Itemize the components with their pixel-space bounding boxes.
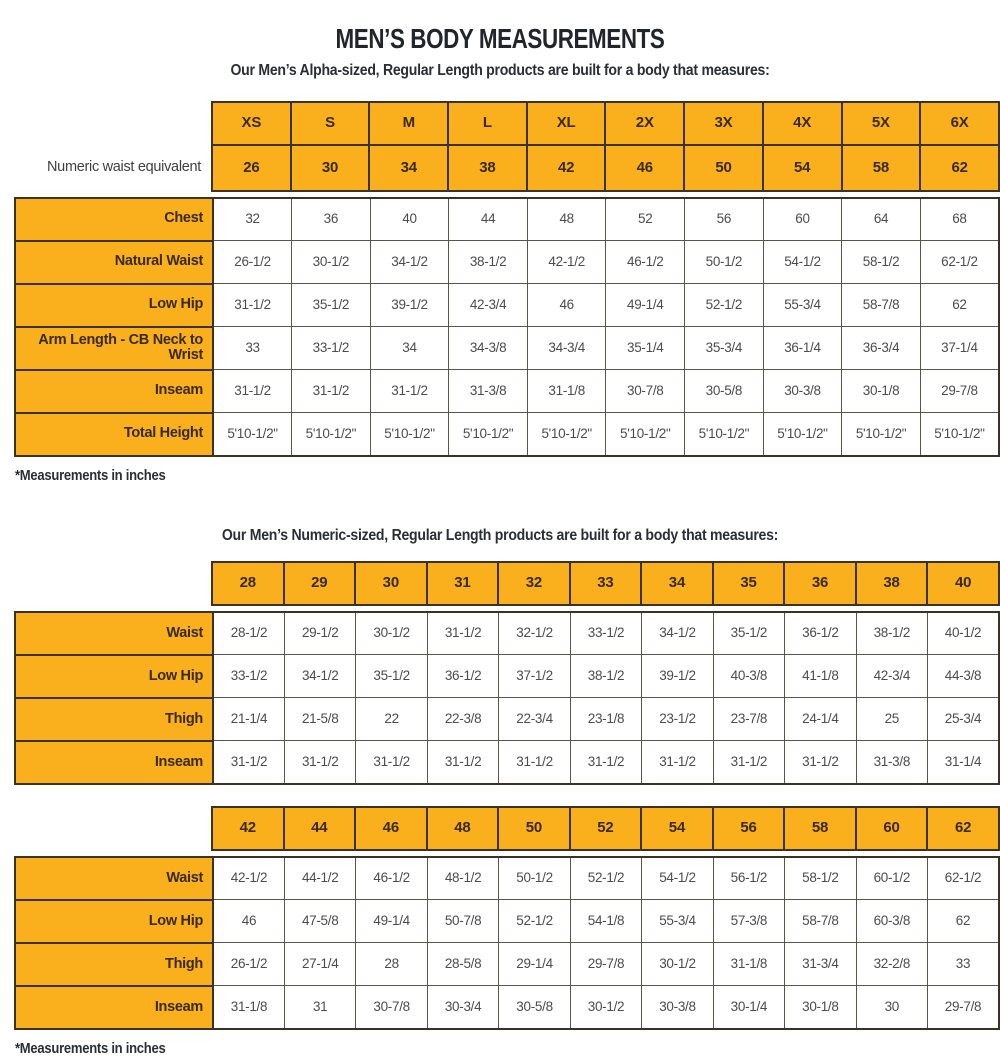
measurement-value-cell: 29-7/8 — [920, 370, 999, 413]
measurement-row — [15, 327, 999, 370]
measurement-value-cell: 54-1/8 — [570, 900, 641, 943]
numeric-subtitle: Our Men’s Numeric-sized, Regular Length products are built for a body that measures: — [221, 526, 779, 544]
measurement-value-cell: 52 — [606, 198, 685, 241]
size-header-cell: M — [369, 102, 448, 145]
size-header-cell: 44 — [284, 807, 356, 850]
measurement-value-cell: 42-3/4 — [449, 284, 528, 327]
measurement-value-cell: 5'10-1/2" — [527, 413, 606, 456]
measurement-value-cell: 42-1/2 — [213, 857, 284, 900]
measurement-value-cell: 44-1/2 — [284, 857, 355, 900]
waist-equivalent-label: Numeric waist equivalent — [14, 145, 212, 191]
measurement-value-cell: 36-1/2 — [427, 655, 498, 698]
measurement-value-cell: 32 — [213, 198, 292, 241]
measurement-value-cell: 38-1/2 — [449, 241, 528, 284]
measurement-row — [15, 413, 999, 456]
measurement-value-cell: 60 — [763, 198, 842, 241]
size-header-cell: 36 — [784, 562, 856, 605]
measurement-value-cell: 31-1/4 — [928, 741, 999, 784]
measurement-value-cell: 42-3/4 — [856, 655, 927, 698]
measurement-value-cell: 31-1/2 — [427, 612, 498, 655]
measurement-value-cell: 44 — [449, 198, 528, 241]
measurement-value-cell: 31-1/2 — [370, 370, 449, 413]
measurement-value-cell: 32-2/8 — [856, 943, 927, 986]
measurement-row — [15, 857, 999, 900]
measurement-value-cell: 49-1/4 — [356, 900, 427, 943]
size-header-cell: 2X — [605, 102, 684, 145]
measurement-value-cell: 50-1/2 — [685, 241, 764, 284]
measurement-body-table — [14, 197, 1000, 457]
size-header-cell: 46 — [355, 807, 427, 850]
measurement-value-cell: 31 — [284, 986, 355, 1029]
measurement-value-cell: 34-3/4 — [527, 327, 606, 370]
waist-equivalent-cell: 30 — [291, 145, 370, 191]
measurement-value-cell: 30-3/8 — [763, 370, 842, 413]
footnote-measurements-1: *Measurements in inches — [15, 467, 166, 484]
measurement-value-cell: 32-1/2 — [499, 612, 570, 655]
size-header-cell: 30 — [355, 562, 427, 605]
measurement-value-cell: 31-1/2 — [213, 370, 292, 413]
measurement-value-cell: 47-5/8 — [284, 900, 355, 943]
measurement-value-cell: 30-1/2 — [642, 943, 713, 986]
header-spacer-cell — [14, 102, 212, 145]
measurement-row — [15, 198, 999, 241]
size-header-cell: 54 — [641, 807, 713, 850]
size-header-cell: 40 — [927, 562, 999, 605]
measurement-value-cell: 68 — [920, 198, 999, 241]
size-header-row — [14, 102, 999, 145]
size-header-cell: XS — [212, 102, 291, 145]
measurement-value-cell: 29-7/8 — [928, 986, 999, 1029]
measurement-row-label: Waist — [15, 857, 213, 900]
measurement-value-cell: 34-1/2 — [370, 241, 449, 284]
measurement-row-label: Inseam — [15, 741, 213, 784]
measurement-value-cell: 55-3/4 — [642, 900, 713, 943]
measurement-value-cell: 35-1/2 — [292, 284, 371, 327]
measurement-value-cell: 35-1/2 — [356, 655, 427, 698]
size-header-table — [14, 101, 1000, 192]
size-header-cell: 33 — [570, 562, 642, 605]
measurement-value-cell: 38-1/2 — [570, 655, 641, 698]
measurement-value-cell: 30-1/2 — [570, 986, 641, 1029]
size-header-cell: L — [448, 102, 527, 145]
measurement-value-cell: 26-1/2 — [213, 943, 284, 986]
waist-equivalent-cell: 54 — [763, 145, 842, 191]
measurement-value-cell: 28-1/2 — [213, 612, 284, 655]
measurement-value-cell: 30 — [856, 986, 927, 1029]
measurement-body-table — [14, 611, 1000, 785]
size-header-cell: 56 — [713, 807, 785, 850]
measurement-value-cell: 5'10-1/2" — [920, 413, 999, 456]
size-header-cell: 38 — [856, 562, 928, 605]
waist-equivalent-cell: 46 — [605, 145, 684, 191]
measurement-value-cell: 30-1/8 — [785, 986, 856, 1029]
measurement-value-cell: 30-5/8 — [685, 370, 764, 413]
measurement-value-cell: 5'10-1/2" — [606, 413, 685, 456]
measurement-value-cell: 40 — [370, 198, 449, 241]
measurement-value-cell: 37-1/2 — [499, 655, 570, 698]
size-header-cell: 50 — [498, 807, 570, 850]
size-header-cell: 32 — [498, 562, 570, 605]
measurement-value-cell: 33-1/2 — [570, 612, 641, 655]
measurement-value-cell: 64 — [842, 198, 921, 241]
measurement-value-cell: 58-7/8 — [842, 284, 921, 327]
measurement-value-cell: 34-3/8 — [449, 327, 528, 370]
measurement-value-cell: 52-1/2 — [570, 857, 641, 900]
measurement-value-cell: 36-1/4 — [763, 327, 842, 370]
measurement-row — [15, 986, 999, 1029]
measurement-row — [15, 900, 999, 943]
measurement-value-cell: 34 — [370, 327, 449, 370]
size-header-cell: 34 — [641, 562, 713, 605]
size-header-cell: XL — [527, 102, 606, 145]
measurement-row — [15, 943, 999, 986]
measurement-row — [15, 698, 999, 741]
measurement-value-cell: 5'10-1/2" — [292, 413, 371, 456]
size-header-cell: 4X — [763, 102, 842, 145]
measurement-value-cell: 31-1/2 — [213, 284, 292, 327]
measurement-value-cell: 55-3/4 — [763, 284, 842, 327]
page-title: MEN’S BODY MEASUREMENTS — [335, 23, 665, 54]
measurement-row-label: Arm Length - CB Neck to Wrist — [15, 327, 213, 370]
measurement-row — [15, 612, 999, 655]
size-header-cell: 48 — [427, 807, 499, 850]
size-header-cell: 3X — [684, 102, 763, 145]
measurement-value-cell: 50-1/2 — [499, 857, 570, 900]
measurement-value-cell: 40-3/8 — [713, 655, 784, 698]
measurement-value-cell: 31-1/2 — [292, 370, 371, 413]
measurement-value-cell: 5'10-1/2" — [763, 413, 842, 456]
measurement-row-label: Inseam — [15, 986, 213, 1029]
measurement-value-cell: 37-1/4 — [920, 327, 999, 370]
alpha-subtitle: Our Men’s Alpha-sized, Regular Length products are built for a body that measures: — [230, 62, 770, 80]
measurement-row — [15, 284, 999, 327]
measurement-value-cell: 30-3/4 — [427, 986, 498, 1029]
waist-equivalent-cell: 34 — [369, 145, 448, 191]
measurement-row-label: Total Height — [15, 413, 213, 456]
measurement-value-cell: 40-1/2 — [928, 612, 999, 655]
measurement-row — [15, 370, 999, 413]
measurement-value-cell: 22-3/8 — [427, 698, 498, 741]
measurement-value-cell: 34-1/2 — [284, 655, 355, 698]
measurement-value-cell: 23-1/8 — [570, 698, 641, 741]
measurement-value-cell: 35-3/4 — [685, 327, 764, 370]
size-header-cell: 6X — [920, 102, 999, 145]
measurement-value-cell: 29-1/2 — [284, 612, 355, 655]
waist-equivalent-cell: 38 — [448, 145, 527, 191]
measurement-value-cell: 30-1/8 — [842, 370, 921, 413]
measurement-row — [15, 655, 999, 698]
measurement-value-cell: 46-1/2 — [356, 857, 427, 900]
measurement-row — [15, 741, 999, 784]
measurement-value-cell: 31-1/2 — [356, 741, 427, 784]
measurement-value-cell: 27-1/4 — [284, 943, 355, 986]
measurement-value-cell: 31-1/2 — [284, 741, 355, 784]
measurement-value-cell: 28-5/8 — [427, 943, 498, 986]
measurement-value-cell: 42-1/2 — [527, 241, 606, 284]
measurement-value-cell: 30-7/8 — [356, 986, 427, 1029]
measurement-value-cell: 35-1/4 — [606, 327, 685, 370]
measurement-value-cell: 34-1/2 — [642, 612, 713, 655]
measurement-value-cell: 58-1/2 — [785, 857, 856, 900]
measurement-value-cell: 33 — [928, 943, 999, 986]
size-header-cell: 52 — [570, 807, 642, 850]
measurement-value-cell: 5'10-1/2" — [213, 413, 292, 456]
size-header-row — [14, 562, 999, 605]
measurement-value-cell: 31-1/2 — [713, 741, 784, 784]
measurement-value-cell: 31-1/2 — [570, 741, 641, 784]
measurement-value-cell: 23-1/2 — [642, 698, 713, 741]
numeric-size-table-large — [14, 806, 1000, 1030]
measurement-value-cell: 35-1/2 — [713, 612, 784, 655]
measurement-value-cell: 41-1/8 — [785, 655, 856, 698]
measurement-row-label: Low Hip — [15, 900, 213, 943]
measurement-value-cell: 30-3/8 — [642, 986, 713, 1029]
size-header-cell: 28 — [212, 562, 284, 605]
measurement-value-cell: 46 — [527, 284, 606, 327]
measurement-value-cell: 57-3/8 — [713, 900, 784, 943]
measurement-value-cell: 23-7/8 — [713, 698, 784, 741]
measurement-value-cell: 58-1/2 — [842, 241, 921, 284]
measurement-value-cell: 39-1/2 — [642, 655, 713, 698]
measurement-value-cell: 44-3/8 — [928, 655, 999, 698]
measurement-value-cell: 38-1/2 — [856, 612, 927, 655]
measurement-value-cell: 21-1/4 — [213, 698, 284, 741]
measurement-value-cell: 46-1/2 — [606, 241, 685, 284]
measurement-value-cell: 50-7/8 — [427, 900, 498, 943]
measurement-value-cell: 31-3/4 — [785, 943, 856, 986]
measurement-value-cell: 25 — [856, 698, 927, 741]
measurement-value-cell: 52-1/2 — [499, 900, 570, 943]
waist-equivalent-cell: 50 — [684, 145, 763, 191]
size-header-cell: 29 — [284, 562, 356, 605]
measurement-value-cell: 29-1/4 — [499, 943, 570, 986]
waist-equivalent-cell: 58 — [842, 145, 921, 191]
measurement-value-cell: 48-1/2 — [427, 857, 498, 900]
size-header-cell: 5X — [842, 102, 921, 145]
measurement-value-cell: 31-1/2 — [642, 741, 713, 784]
measurement-value-cell: 26-1/2 — [213, 241, 292, 284]
measurement-value-cell: 5'10-1/2" — [370, 413, 449, 456]
measurement-value-cell: 49-1/4 — [606, 284, 685, 327]
measurement-value-cell: 5'10-1/2" — [842, 413, 921, 456]
measurement-value-cell: 36-3/4 — [842, 327, 921, 370]
measurement-value-cell: 56 — [685, 198, 764, 241]
waist-equivalent-cell: 26 — [212, 145, 291, 191]
measurement-value-cell: 22 — [356, 698, 427, 741]
size-header-cell: 31 — [427, 562, 499, 605]
measurement-value-cell: 31-1/8 — [527, 370, 606, 413]
size-header-row — [14, 807, 999, 850]
measurement-row-label: Low Hip — [15, 655, 213, 698]
size-header-cell: S — [291, 102, 370, 145]
measurement-value-cell: 33-1/2 — [213, 655, 284, 698]
measurement-value-cell: 31-1/8 — [713, 943, 784, 986]
measurement-value-cell: 25-3/4 — [928, 698, 999, 741]
measurement-row-label: Thigh — [15, 698, 213, 741]
size-header-cell: 62 — [927, 807, 999, 850]
measurement-value-cell: 30-1/4 — [713, 986, 784, 1029]
measurement-value-cell: 60-3/8 — [856, 900, 927, 943]
measurement-row-label: Low Hip — [15, 284, 213, 327]
measurement-row-label: Chest — [15, 198, 213, 241]
measurement-value-cell: 62-1/2 — [920, 241, 999, 284]
alpha-size-table — [14, 101, 1000, 457]
measurement-row-label: Thigh — [15, 943, 213, 986]
footnote-measurements-2: *Measurements in inches — [15, 1040, 166, 1057]
size-header-cell: 60 — [856, 807, 928, 850]
size-header-cell: 42 — [212, 807, 284, 850]
measurement-value-cell: 5'10-1/2" — [685, 413, 764, 456]
measurement-row — [15, 241, 999, 284]
measurement-body-table — [14, 856, 1000, 1030]
header-spacer-cell — [14, 562, 212, 605]
measurement-value-cell: 33-1/2 — [292, 327, 371, 370]
measurement-value-cell: 24-1/4 — [785, 698, 856, 741]
measurement-value-cell: 30-5/8 — [499, 986, 570, 1029]
measurement-value-cell: 28 — [356, 943, 427, 986]
measurement-value-cell: 39-1/2 — [370, 284, 449, 327]
measurement-value-cell: 62-1/2 — [928, 857, 999, 900]
measurement-value-cell: 30-7/8 — [606, 370, 685, 413]
measurement-value-cell: 22-3/4 — [499, 698, 570, 741]
measurement-value-cell: 56-1/2 — [713, 857, 784, 900]
measurement-value-cell: 5'10-1/2" — [449, 413, 528, 456]
waist-equivalent-cell: 42 — [527, 145, 606, 191]
measurement-value-cell: 31-3/8 — [856, 741, 927, 784]
measurement-row-label: Natural Waist — [15, 241, 213, 284]
waist-equivalent-row — [14, 145, 999, 191]
measurement-value-cell: 62 — [928, 900, 999, 943]
measurement-value-cell: 36-1/2 — [785, 612, 856, 655]
measurement-value-cell: 31-1/2 — [785, 741, 856, 784]
measurement-value-cell: 29-7/8 — [570, 943, 641, 986]
measurement-value-cell: 54-1/2 — [642, 857, 713, 900]
measurement-value-cell: 31-3/8 — [449, 370, 528, 413]
measurement-value-cell: 31-1/2 — [427, 741, 498, 784]
size-header-cell: 58 — [784, 807, 856, 850]
measurement-value-cell: 52-1/2 — [685, 284, 764, 327]
measurement-value-cell: 30-1/2 — [356, 612, 427, 655]
measurement-value-cell: 36 — [292, 198, 371, 241]
measurement-value-cell: 54-1/2 — [763, 241, 842, 284]
measurement-value-cell: 48 — [527, 198, 606, 241]
numeric-size-table-small — [14, 561, 1000, 785]
measurement-value-cell: 33 — [213, 327, 292, 370]
measurement-value-cell: 60-1/2 — [856, 857, 927, 900]
measurement-value-cell: 30-1/2 — [292, 241, 371, 284]
measurement-value-cell: 31-1/2 — [213, 741, 284, 784]
header-spacer-cell — [14, 807, 212, 850]
size-header-cell: 35 — [713, 562, 785, 605]
size-header-table — [14, 806, 1000, 851]
measurement-value-cell: 31-1/2 — [499, 741, 570, 784]
measurement-row-label: Inseam — [15, 370, 213, 413]
measurement-value-cell: 58-7/8 — [785, 900, 856, 943]
measurement-value-cell: 31-1/8 — [213, 986, 284, 1029]
size-header-table — [14, 561, 1000, 606]
measurement-row-label: Waist — [15, 612, 213, 655]
measurement-value-cell: 46 — [213, 900, 284, 943]
measurement-value-cell: 21-5/8 — [284, 698, 355, 741]
measurement-value-cell: 62 — [920, 284, 999, 327]
waist-equivalent-cell: 62 — [920, 145, 999, 191]
